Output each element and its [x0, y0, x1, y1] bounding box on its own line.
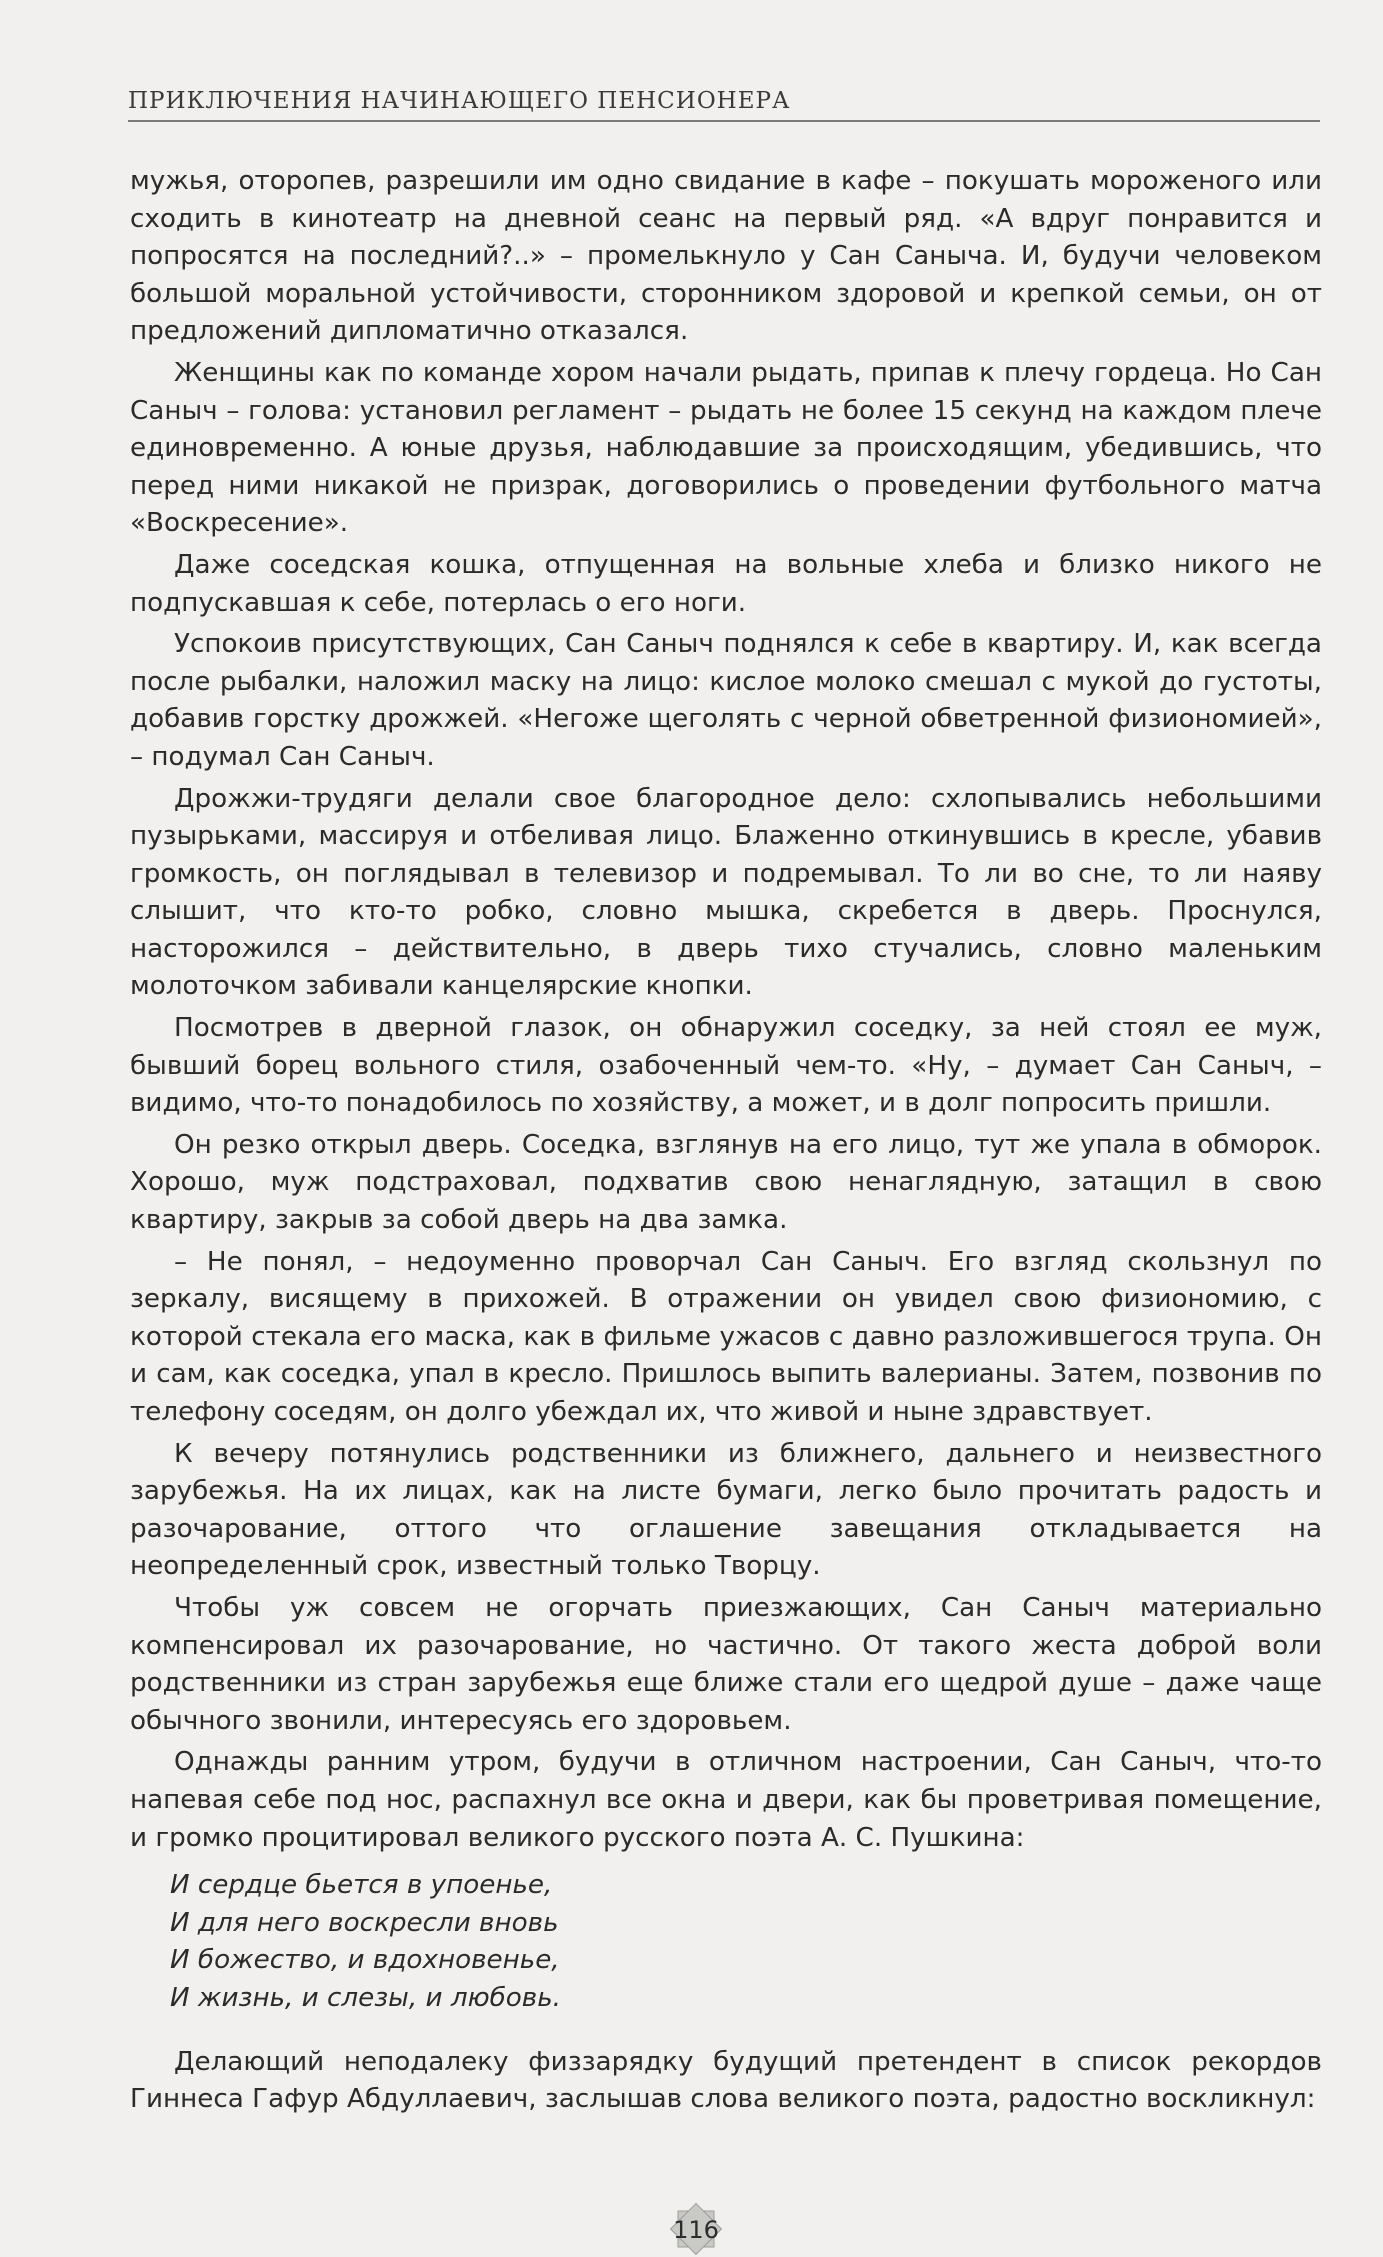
paragraph: мужья, оторопев, разрешили им одно свидание в кафе – покушать мороженого или сходить в кинотеатр на дневной сеанс на первый ряд. «А вдруг понравится и попросятся на последний?..» – промелькнуло у Сан Саныча. И, будучи человеком большой моральной устойчивости, сторонником здоровой и крепкой семьи, он от предложений дипломатично отказался. — [130, 166, 1322, 347]
paragraph: Он резко открыл дверь. Соседка, взглянув на его лицо, тут же упала в обморок. Хорошо, муж подстраховал, подхватив свою ненаглядную, затащил в свою квартиру, закрыв за собой дверь на два замка. — [130, 1129, 1322, 1236]
paragraph: Женщины как по команде хором начали рыдать, припав к плечу гордеца. Но Сан Саныч – голова: установил регламент – рыдать не более 15 секунд на каждом плече единовременно. А юные друзья, наблюдавшие за происходящим, убедившись, что перед ними никакой не призрак, договорились о проведении футбольного матча «Воскресение». — [130, 357, 1322, 539]
paragraph: Однажды ранним утром, будучи в отличном настроении, Сан Саныч, что-то напевая себе под нос, распахнул все окна и двери, как бы проветривая помещение, и громко процитировал великого русского поэта А. С. Пушкина: — [130, 1747, 1322, 1853]
paragraph: Делающий неподалеку физзарядку будущий претендент в список рекордов Гиннеса Гафур Абдуллаевич, заслышав слова великого поэта, радостно воскликнул: — [130, 2046, 1322, 2115]
poem-line: И жизнь, и слезы, и любовь. — [170, 1982, 561, 2013]
paragraph: Дрожжи-трудяги делали свое благородное дело: схлопывались небольшими пузырьками, массируя и отбеливая лицо. Блаженно откинувшись в кресле, убавив громкость, он поглядывал в телевизор и подремывал. То ли во сне, то ли наяву слышит, что кто-то робко, словно мышка, скребется в дверь. Проснулся, насторожился – действительно, в дверь тихо стучались, словно маленьким молоточком забивали канцелярские кнопки. — [130, 783, 1322, 1002]
poem-line: И божество, и вдохновенье, — [170, 1945, 560, 1976]
body-text — [130, 163, 1322, 2123]
paragraph: Чтобы уж совсем не огорчать приезжающих, Сан Саныч материально компенсировал их разочарование, но частично. От такого жеста доброй воли родственники из стран зарубежья еще ближе стали его щедрой душе – даже чаще обычного звонили, интересуясь его здоровьем. — [130, 1592, 1322, 1736]
paragraph: К вечеру потянулись родственники из ближнего, дальнего и неизвестного зарубежья. На их лицах, как на листе бумаги, легко было прочитать радость и разочарование, оттого что оглашение завещания откладывается на неопределенный срок, известный только Творцу. — [130, 1438, 1322, 1582]
paragraph: Посмотрев в дверной глазок, он обнаружил соседку, за ней стоял ее муж, бывший борец вольного стиля, озабоченный чем-то. «Ну, – думает Сан Саныч, – видимо, что-то понадобилось по хозяйству, а может, и в долг попросить пришли. — [130, 1013, 1322, 1119]
page-number: 116 — [673, 2216, 719, 2244]
paragraph: Даже соседская кошка, отпущенная на вольные хлеба и близко никого не подпускавшая к себе, потерлась о его ноги. — [130, 549, 1322, 618]
header-rule — [128, 120, 1320, 122]
paragraph: Успокоив присутствующих, Сан Саныч поднялся к себе в квартиру. И, как всегда после рыбалки, наложил маску на лицо: кислое молоко смешал с мукой до густоты, добавив горстку дрожжей. «Негоже щеголять с черной обветренной физиономией», – подумал Сан Саныч. — [130, 629, 1322, 772]
poem-line: И для него воскресли вновь — [170, 1907, 559, 1938]
running-header — [128, 88, 1320, 122]
page-number-badge — [668, 2201, 724, 2257]
running-title: ПРИКЛЮЧЕНИЯ НАЧИНАЮЩЕГО ПЕНСИОНЕРА — [128, 88, 791, 114]
paragraph: – Не понял, – недоуменно проворчал Сан Саныч. Его взгляд скользнул по зеркалу, висящему в прихожей. В отражении он увидел свою физиономию, с которой стекала его маска, как в фильме ужасов с давно разложившегося трупа. Он и сам, как соседка, упал в кресло. Пришлось выпить валерианы. Затем, позвонив по телефону соседям, он долго убеждал их, что живой и ныне здравствует. — [130, 1246, 1322, 1427]
poem-quote — [170, 1867, 1322, 2017]
poem-line: И сердце бьется в упоенье, — [170, 1870, 553, 1901]
